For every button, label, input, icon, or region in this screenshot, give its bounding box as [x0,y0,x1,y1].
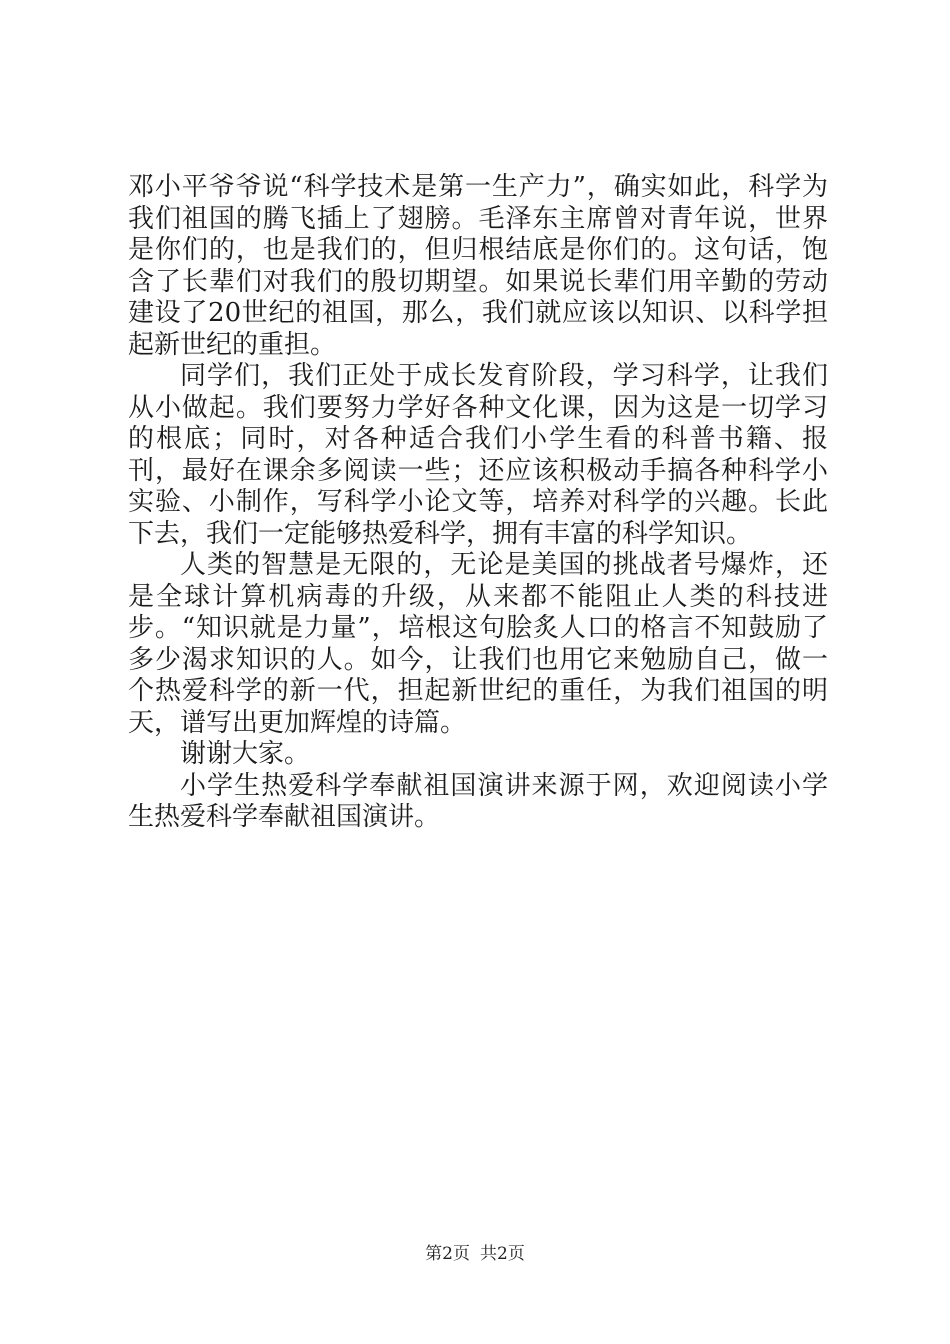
page-footer [0,1243,950,1265]
paragraph-2: 同学们，我们正处于成长发育阶段，学习科学，让我们从小做起。我们要努力学好各种文化课，因为这是一切学习的根底；同时，对各种适合我们小学生看的科普书籍、报刊，最好在课余多阅读一些；还应该积极动手搞各种科学小实验、小制作，写科学小论文等，培养对科学的兴趣。长此下去，我们一定能够热爱科学，拥有丰富的科学知识。 [128,361,828,549]
document-body [128,172,828,834]
page-number: 第2页 [425,1244,470,1264]
paragraph-3: 人类的智慧是无限的，无论是美国的挑战者号爆炸，还是全球计算机病毒的升级，从来都不能阻止人类的科技进步。“知识就是力量”，培根这句脍炙人口的格言不知鼓励了多少渴求知识的人。如今，让我们也用它来勉励自己，做一个热爱科学的新一代，担起新世纪的重任，为我们祖国的明天，谱写出更加辉煌的诗篇。 [128,550,828,738]
paragraph-5: 小学生热爱科学奉献祖国演讲来源于网，欢迎阅读小学生热爱科学奉献祖国演讲。 [128,770,828,832]
paragraph-1: 邓小平爷爷说“科学技术是第一生产力”，确实如此，科学为我们祖国的腾飞插上了翅膀。毛泽东主席曾对青年说，世界是你们的，也是我们的，但归根结底是你们的。这句话，饱含了长辈们对我们的殷切期望。如果说长辈们用辛勤的劳动建设了20世纪的祖国，那么，我们就应该以知识、以科学担起新世纪的重担。 [128,172,828,360]
paragraph-4: 谢谢大家。 [180,739,311,769]
page-total: 共2页 [480,1244,525,1264]
